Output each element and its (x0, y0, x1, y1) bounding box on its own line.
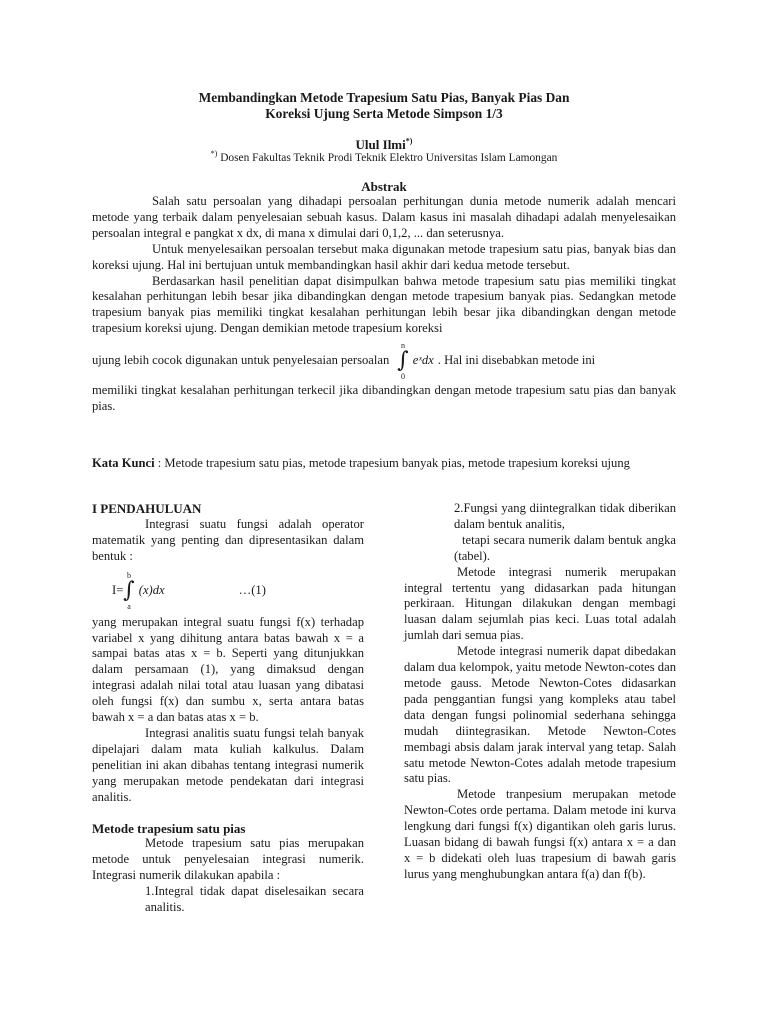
abstract-equation-line (92, 339, 676, 383)
keywords (92, 456, 676, 472)
title-line-2: Koreksi Ujung Serta Metode Simpson 1/3 (265, 106, 503, 122)
right-paragraph-2: Metode integrasi numerik dapat dibedakan dalam dua kelompok, yaitu metode Newton-cotes dan metode gauss. Metode Newton-Cotes didasarkan pada penggantian fungsi yang kompleks atau tabel data dengan fungsi polinomial sederhana sehingga mudah diintegrasikan. Metode Newton-Cotes membagi absis dalam jarak interval yang tetap. Salah satu metode Newton-Cotes adalah metode trapesium satu pias. (404, 644, 676, 786)
author-text: Ulul Ilmi (355, 137, 406, 152)
integral-symbol: ∫ (397, 348, 409, 374)
abstract-paragraph-3-end: memiliki tingkat kesalahan perhitungan terkecil jika dibandingkan dengan metode trapesium satu pias dan banyak pias. (92, 383, 676, 414)
integral-integrand: eˣdx (412, 353, 434, 368)
integral-sign-abstract (397, 341, 408, 381)
affiliation-mark: *) (210, 149, 218, 159)
equation-1-lhs: I= (112, 582, 124, 597)
keywords-label: Kata Kunci (92, 456, 155, 470)
equation-1-number: …(1) (238, 582, 266, 597)
list-item-1: 1.Integral tidak dapat diselesaikan secara analitis. (145, 884, 364, 915)
right-column (404, 501, 676, 883)
left-paragraph-3: Integrasi analitis suatu fungsi telah banyak dipelajari dalam mata kuliah kalkulus. Dalam penelitian ini akan dibahas tentang integrasi numerik yang merupakan metode pendekatan dari integrasi analitis. (92, 725, 364, 804)
integral-upper-limit: n (401, 341, 405, 351)
right-paragraph-1: Metode integrasi numerik merupakan integral tertentu yang didasarkan pada hitungan perkiraan. Hitungan dilakukan dengan membagi luasan dalam sejumlah pias keci. Luas total adalah jumlah dari semua pias. (404, 564, 676, 643)
keywords-text: : Metode trapesium satu pias, metode trapesium banyak pias, metode trapesium koreksi ujung (154, 456, 630, 470)
equation-lead-text: ujung lebih cocok digunakan untuk penyelesaian persoalan (92, 353, 390, 368)
affiliation-text: Dosen Fakultas Teknik Prodi Teknik Elektro Universitas Islam Lamongan (220, 152, 558, 164)
eq1-integral-symbol: ∫ (123, 577, 135, 603)
equation-trail-text: . Hal ini disebabkan metode ini (437, 353, 596, 368)
abstract-paragraph-2: Untuk menyelesaikan persoalan tersebut maka digunakan metode trapesium satu pias, banyak bias dan koreksi ujung. Hal ini bertujuan untuk membandingkan hasil akhir dari kedua metode tersebut. (92, 241, 676, 272)
equation-1 (92, 569, 364, 613)
section-heading-pendahuluan: I PENDAHULUAN (92, 501, 202, 516)
integral-sign-eq1 (123, 571, 134, 611)
eq1-lower-limit: a (127, 601, 131, 611)
abstract-paragraph-3: Berdasarkan hasil penelitian dapat disimpulkan bahwa metode trapesium satu pias memiliki tingkat kesalahan perhitungan lebih besar jika dibandingkan dengan metode trapesium banyak pias. Sedangkan metode trapesium banyak pias memiliki tingkat kesalahan perhitungan lebih besar jika dibandingkan dengan metode trapesium koreksi ujung. Dengan demikian metode trapesium koreksi (92, 273, 676, 336)
section-heading-trapesium: Metode trapesium satu pias (92, 820, 246, 836)
right-paragraph-3: Metode tranpesium merupakan metode Newton-Cotes orde pertama. Dalam metode ini kurva lengkung dari fungsi f(x) digantikan oleh garis lurus. Luasan bidang di bawah fungsi f(x) antara x = a dan x = b didekati oleh luas trapesium di bawah garis lurus yang menghubungkan antara f(a) dan f(b). (404, 787, 676, 881)
left-paragraph-1: Integrasi suatu fungsi adalah operator matematik yang penting dan dipresentasikan dalam bentuk : (92, 516, 364, 563)
list-item-2: 2.Fungsi yang diintegralkan tidak diberikan dalam bentuk analitis, (454, 501, 676, 531)
abstract-paragraph-1: Salah satu persoalan yang dihadapi persoalan perhitungan dunia metode numerik adalah mencari metode yang terbaik dalam penyelesaian sebuah kasus. Dalam kasus ini masalah dihadapi adalah menyelesaikan persoalan integral e pangkat x dx, di mana x dimulai dari 0,1,2, ... dan seterusnya. (92, 194, 676, 240)
affiliation (92, 151, 676, 167)
title-line-1: Membandingkan Metode Trapesium Satu Pias, Banyak Pias Dan (198, 90, 570, 105)
abstract-heading: Abstrak (361, 179, 407, 194)
list-item-2-cont: tetapi secara numerik dalam bentuk angka (tabel). (454, 532, 676, 563)
paper-title (92, 90, 676, 123)
left-paragraph-2: yang merupakan integral suatu fungsi f(x) terhadap variabel x yang dihitung antara batas bawah x = a sampai batas atas x = b. Seperti yang ditunjukkan dalam persamaan (1), yang dimaksud dengan integrasi adalah nilai total atau luasan yang dibatasi oleh fungsi f(x) dan sumbu x, serta antara batas bawah x = a dan batas atas x = b. (92, 614, 364, 725)
author-mark: *) (405, 136, 413, 146)
eq1-upper-limit: b (127, 570, 132, 580)
eq1-integrand: (x)dx (138, 582, 165, 597)
left-column (92, 501, 364, 916)
abstract-body (92, 194, 676, 415)
integral-lower-limit: 0 (401, 372, 405, 382)
left-paragraph-4: Metode trapesium satu pias merupakan metode untuk penyelesaian integrasi numerik. Integrasi numerik dilakukan apabila : (92, 836, 364, 883)
